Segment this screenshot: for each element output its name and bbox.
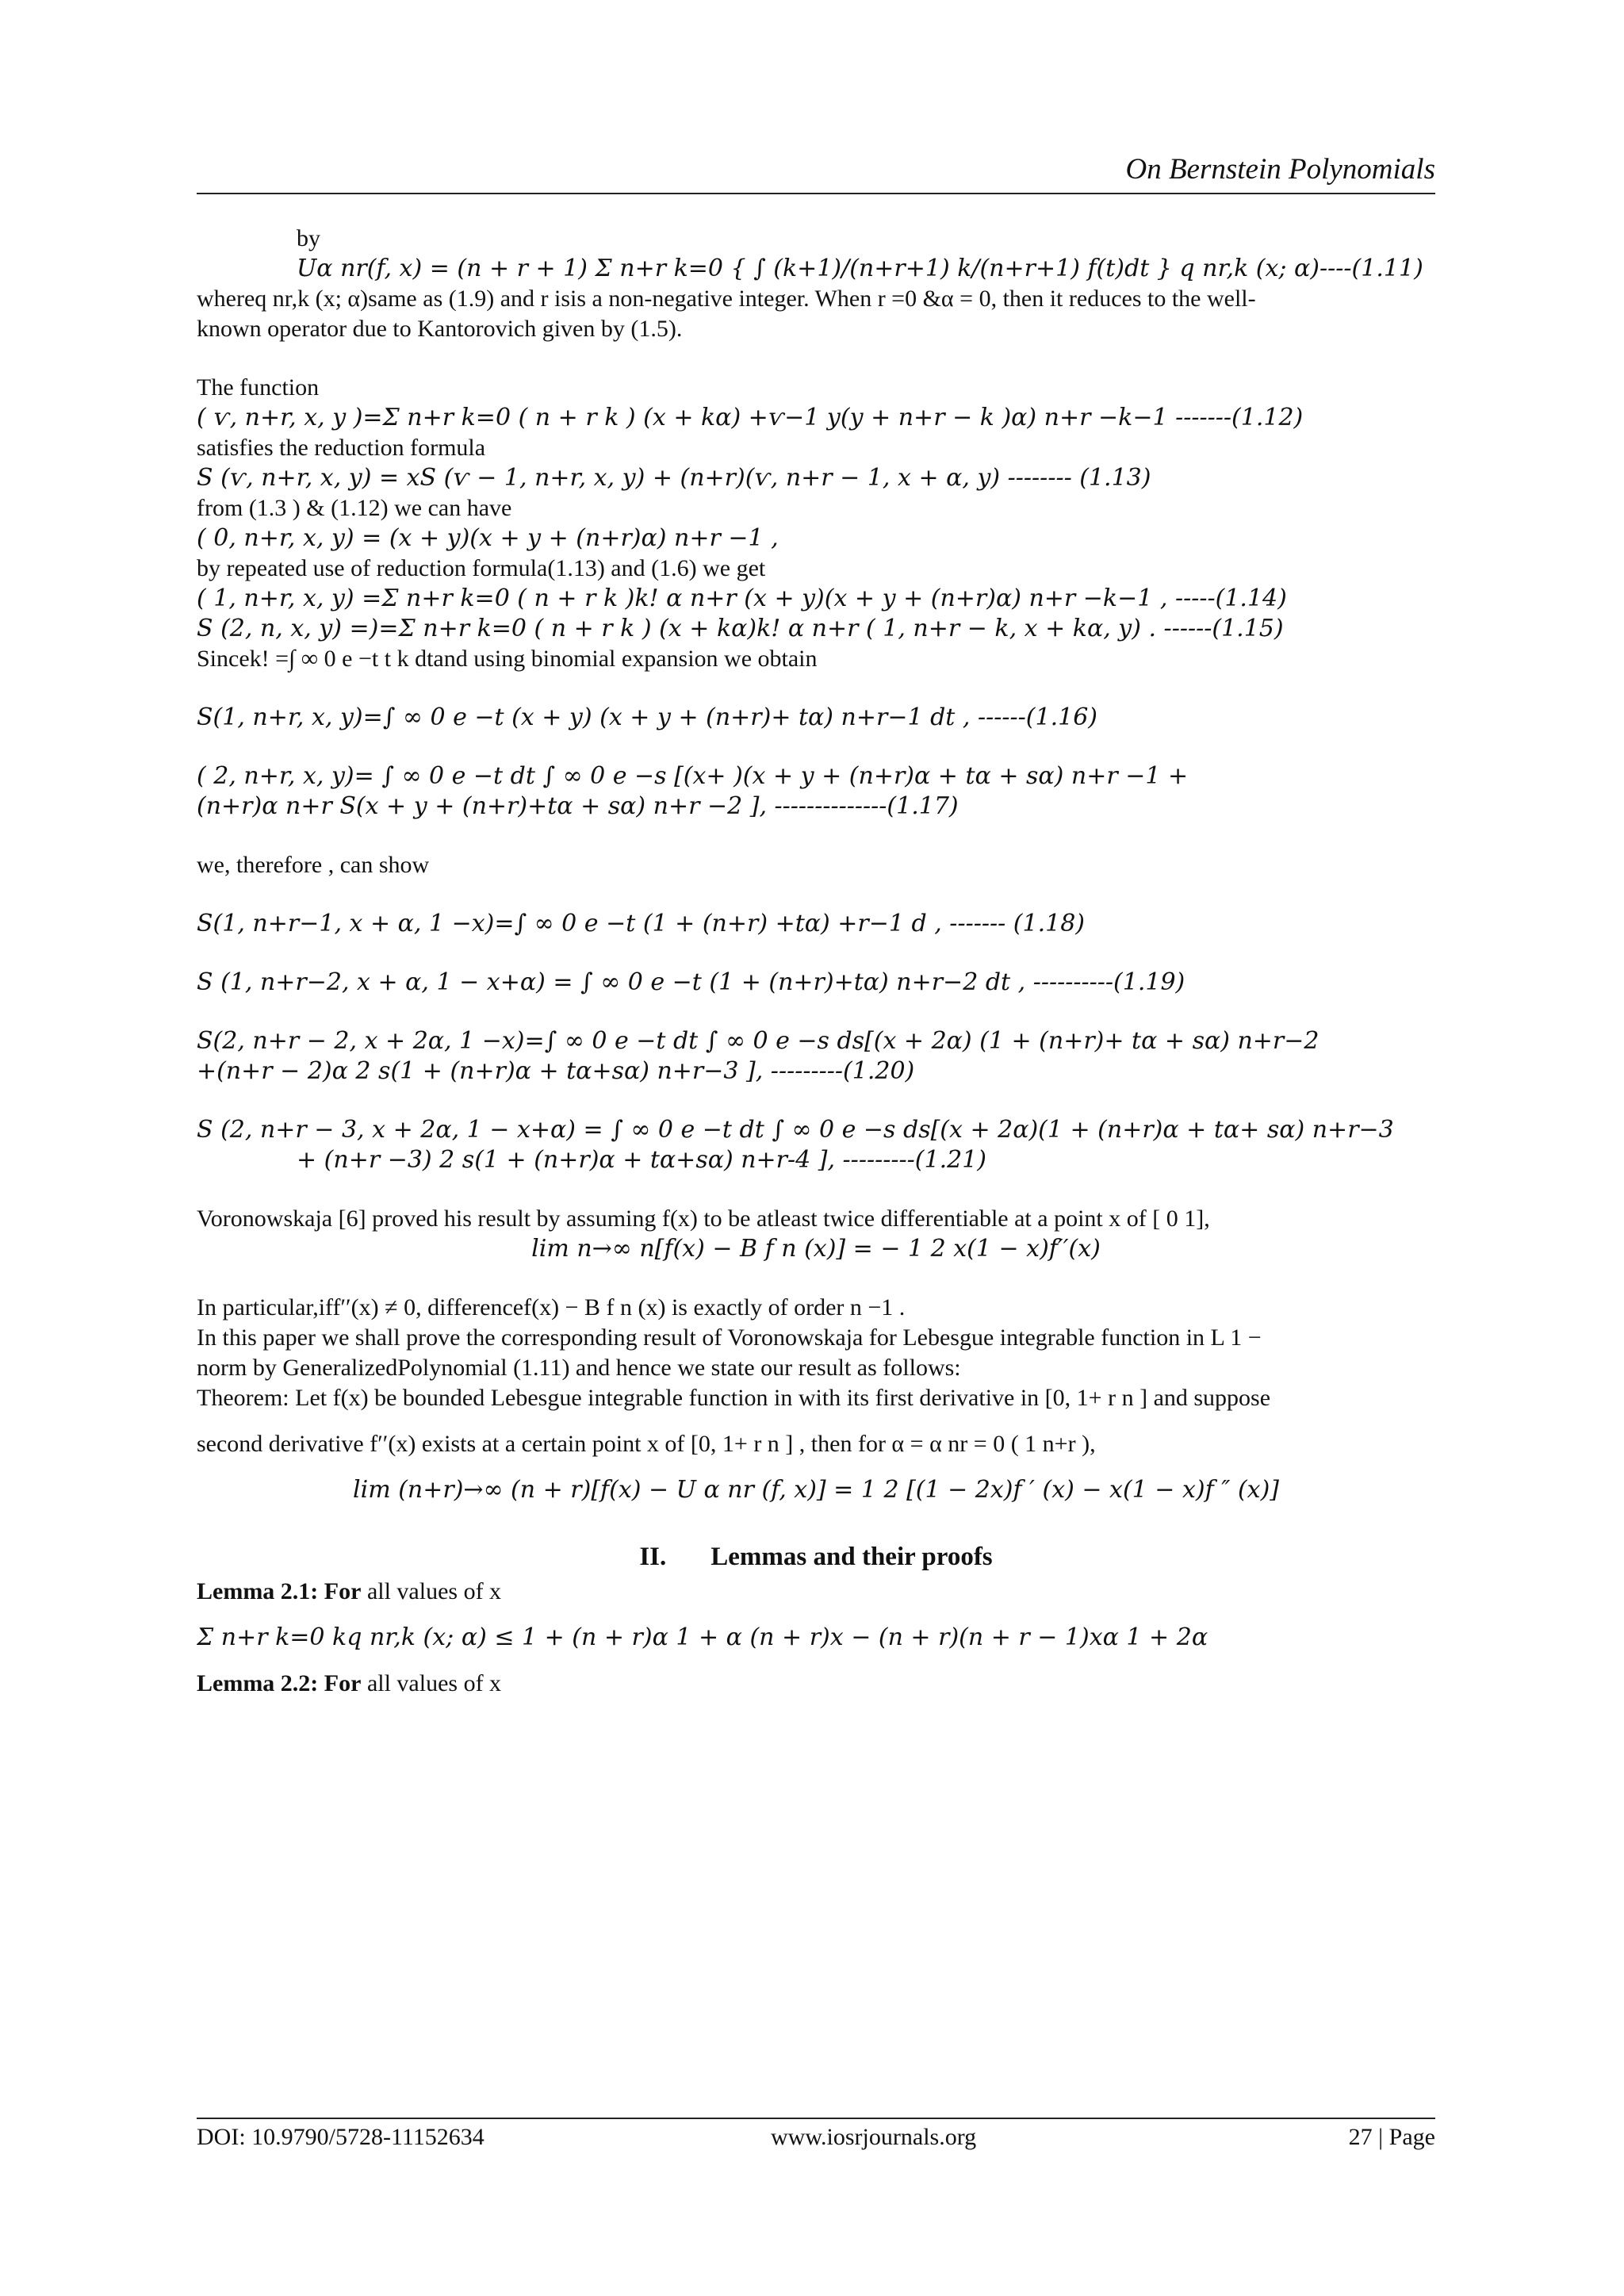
- section-number: II.: [639, 1543, 667, 1571]
- lemma-2-2-for: For: [324, 1670, 362, 1696]
- section-heading: [197, 1542, 1435, 1572]
- text-paper-line2: norm by GeneralizedPolynomial (1.11) and hence we state our result as follows:: [197, 1355, 961, 1381]
- text-in-particular: In particular,iff′′(x) ≠ 0, differencef(x) − B f n (x) is exactly of order n −1 .: [197, 1294, 906, 1320]
- equation-1-14: ( 1, n+r, x, y) =Σ n+r k=0 ( n + r k )k! α n+r (x + y)(x + y + (n+r)α) n+r −k−1 , -----(1.14): [197, 585, 1287, 612]
- text-the-function: The function: [197, 374, 320, 401]
- text-where-line1: whereq nr,k (x; α)same as (1.9) and r isis a non-negative integer. When r =0 &α = 0, then it reduces to the well-: [197, 286, 1256, 312]
- lemma-2-1-equation: Σ n+r k=0 kq nr,k (x; α) ≤ 1 + (n + r)α 1 + α (n + r)x − (n + r)(n + r − 1)xα 1 + 2α: [197, 1623, 1208, 1651]
- text-theorem-line2: second derivative f′′(x) exists at a certain point x of [0, 1+ r n ] , then for α = α nr = 0 ( 1 n+r ),: [197, 1431, 1096, 1457]
- lemma-2-1-for: For: [324, 1578, 362, 1604]
- equation-1-20-part2: +(n+r − 2)α 2 s(1 + (n+r)α + tα+sα) n+r−3 ], ---------(1.20): [197, 1057, 915, 1085]
- lemma-2-1-label: Lemma 2.1:: [197, 1578, 319, 1604]
- equation-1-11: Uα nr(f, x) = (n + r + 1) Σ n+r k=0 { ∫ (k+1)/(n+r+1) k/(n+r+1) f(t)dt } q nr,k (x; α)----(1.11): [297, 255, 1423, 282]
- lemma-2-1-rest: all values of x: [366, 1578, 502, 1604]
- text-theorem-line1: Theorem: Let f(x) be bounded Lebesgue integrable function in with its first derivative in [0, 1+ r n ] and suppose: [197, 1385, 1271, 1411]
- text-from: from (1.3 ) & (1.12) we can have: [197, 495, 512, 521]
- equation-1-18: S(1, n+r−1, x + α, 1 −x)=∫ ∞ 0 e −t (1 + (n+r) +tα) +r−1 d , ------- (1.18): [197, 910, 1086, 937]
- equation-limit-voronowskaja: lim n→∞ n[f(x) − B f n (x)] = − 1 2 x(1 − x)f′′(x): [531, 1235, 1101, 1263]
- text-voronowskaja: Voronowskaja [6] proved his result by assuming f(x) to be atleast twice differentiable at a point x of [ 0 1],: [197, 1205, 1210, 1232]
- footer-page-number: 27 | Page: [1348, 2124, 1435, 2150]
- text-by: by: [297, 225, 320, 251]
- lemma-2-2-rest: all values of x: [366, 1670, 502, 1696]
- equation-1-21-part2: + (n+r −3) 2 s(1 + (n+r)α + tα+sα) n+r-4 ], ---------(1.21): [297, 1146, 986, 1174]
- equation-1-12: ( ѵ, n+r, x, y )=Σ n+r k=0 ( n + r k ) (x + kα) +ѵ−1 y(y + n+r − k )α) n+r −k−1 -------(1.12): [197, 404, 1304, 431]
- equation-1-17-part2: (n+r)α n+r S(x + y + (n+r)+tα + sα) n+r −2 ], --------------(1.17): [197, 792, 959, 820]
- footer-website-link[interactable]: www.iosrjournals.org: [771, 2124, 977, 2150]
- equation-1-21-part1: S (2, n+r − 3, x + 2α, 1 − x+α) = ∫ ∞ 0 e −t dt ∫ ∞ 0 e −s ds[(x + 2α)(1 + (n+r)α + tα+ sα) n+r−3: [197, 1116, 1394, 1144]
- footer-doi: DOI: 10.9790/5728-11152634: [197, 2124, 485, 2150]
- text-satisfies: satisfies the reduction formula: [197, 435, 486, 461]
- lemma-2-1-statement: [197, 1577, 1435, 1607]
- lemma-2-2-label: Lemma 2.2:: [197, 1670, 319, 1696]
- running-header: On Bernstein Polynomials: [1125, 153, 1435, 186]
- equation-1-17-part1: ( 2, n+r, x, y)= ∫ ∞ 0 e −t dt ∫ ∞ 0 e −s [(x+ )(x + y + (n+r)α + tα + sα) n+r −1 +: [197, 762, 1189, 790]
- equation-1-20-part1: S(2, n+r − 2, x + 2α, 1 −x)=∫ ∞ 0 e −t dt ∫ ∞ 0 e −s ds[(x + 2α) (1 + (n+r)+ tα + sα) n+r−2: [197, 1027, 1320, 1055]
- equation-1-16: S(1, n+r, x, y)=∫ ∞ 0 e −t (x + y) (x + y + (n+r)+ tα) n+r−1 dt , ------(1.16): [197, 703, 1098, 731]
- lemma-2-2-statement: [197, 1669, 1435, 1699]
- equation-1-13: S (ѵ, n+r, x, y) = xS (ѵ − 1, n+r, x, y) + (n+r)(ѵ, n+r − 1, x + α, y) -------- (1.13): [197, 464, 1151, 492]
- page-body: [197, 224, 1435, 1699]
- section-title: Lemmas and their proofs: [710, 1543, 993, 1571]
- text-since: Sincek! =∫ ∞ 0 e −t t k dtand using binomial expansion we obtain: [197, 646, 818, 672]
- equation-zero: ( 0, n+r, x, y) = (x + y)(x + y + (n+r)α) n+r −1 ,: [197, 524, 779, 552]
- equation-1-19: S (1, n+r−2, x + α, 1 − x+α) = ∫ ∞ 0 e −t (1 + (n+r)+tα) n+r−2 dt , ----------(1.19): [197, 968, 1185, 996]
- text-paper-line1: In this paper we shall prove the corresponding result of Voronowskaja for Lebesgue integrable function in L 1 −: [197, 1324, 1262, 1351]
- text-where-line2: known operator due to Kantorovich given by (1.5).: [197, 316, 683, 342]
- footer-rule: [197, 2118, 1435, 2119]
- equation-1-15: S (2, n, x, y) =)=Σ n+r k=0 ( n + r k ) (x + kα)k! α n+r ( 1, n+r − k, x + kα, y) . ------(1.15): [197, 615, 1284, 642]
- header-rule: [197, 193, 1435, 194]
- text-repeated: by repeated use of reduction formula(1.13) and (1.6) we get: [197, 555, 766, 581]
- equation-main-limit: lim (n+r)→∞ (n + r)[f(x) − U α nr (f, x)] = 1 2 [(1 − 2x)f ′ (x) − x(1 − x)f ″ (x)]: [353, 1476, 1279, 1504]
- text-therefore: we, therefore , can show: [197, 852, 430, 878]
